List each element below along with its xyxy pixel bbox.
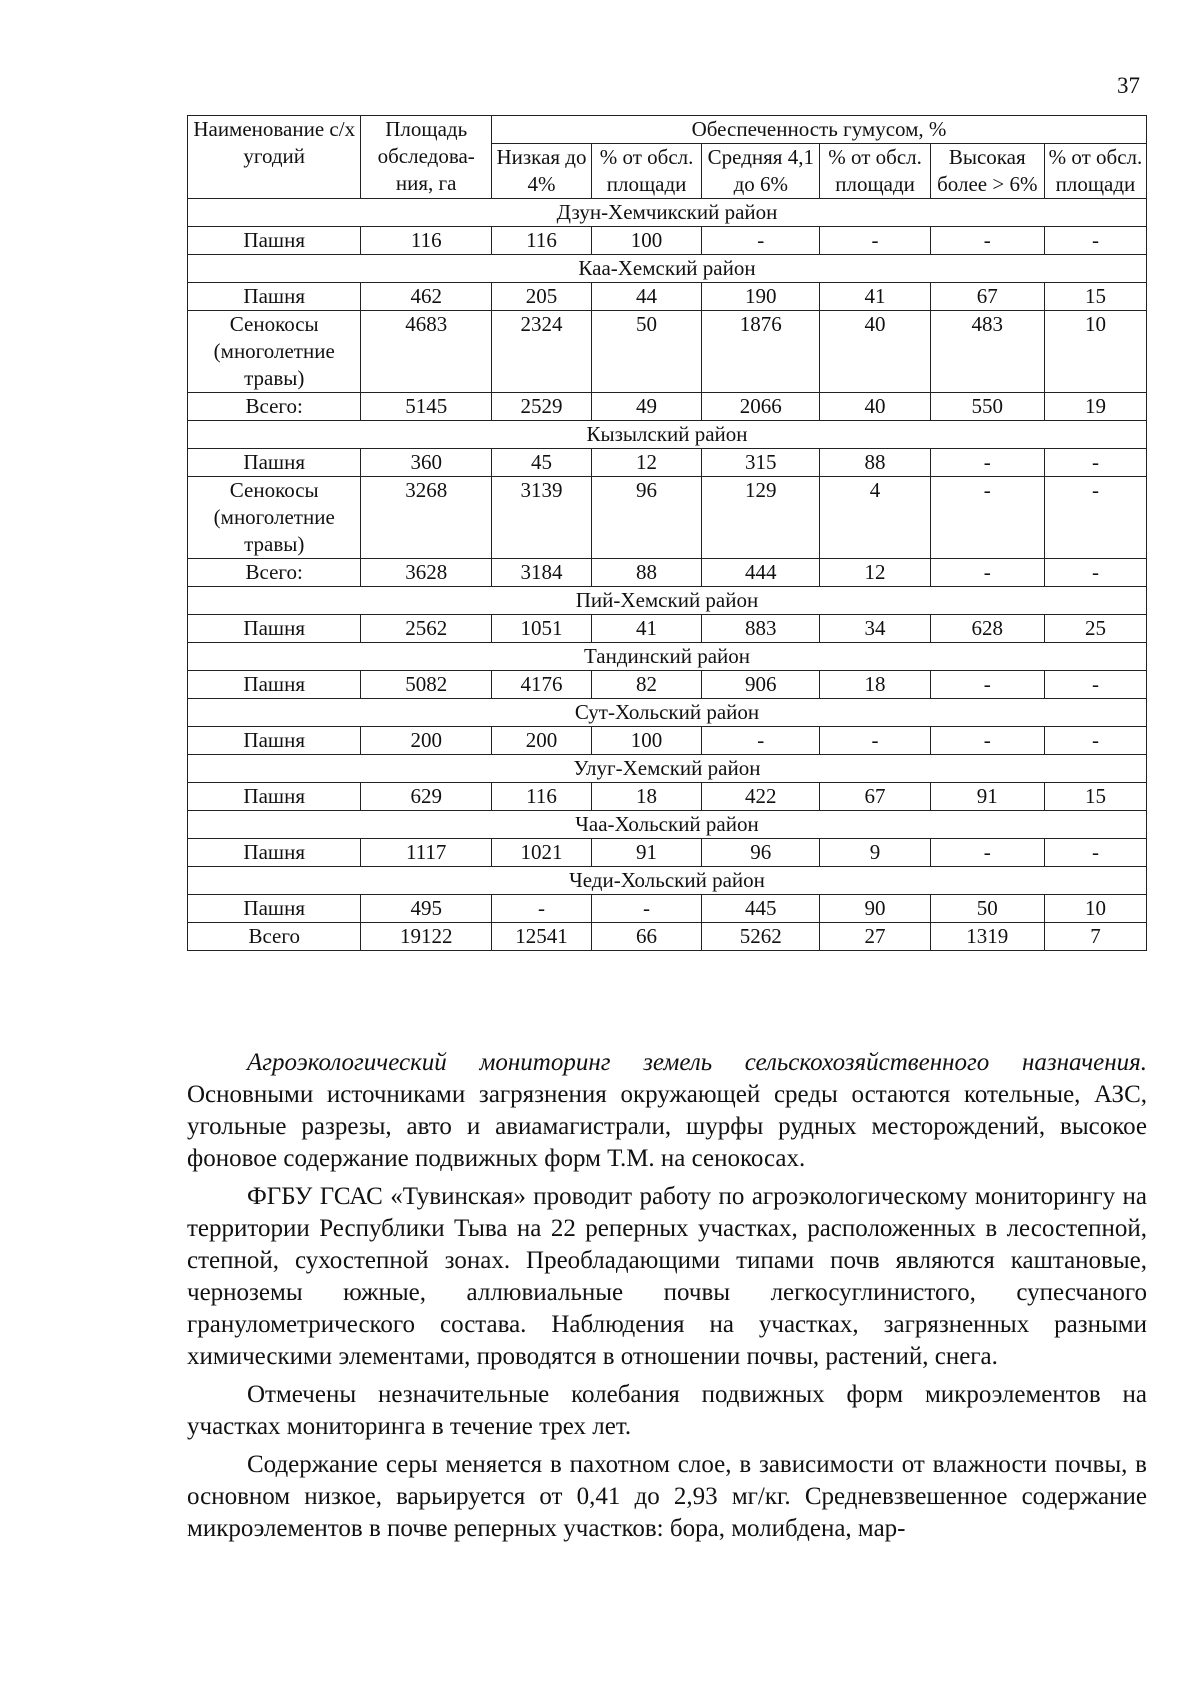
- value-cell: 116: [492, 227, 592, 255]
- header-mid: Средняя 4,1 до 6%: [702, 144, 820, 199]
- header-high: Высокая более > 6%: [930, 144, 1044, 199]
- land-type-cell: Пашня: [188, 839, 361, 867]
- value-cell: 96: [702, 839, 820, 867]
- table-row: [188, 671, 1147, 699]
- district-name: Тандинский район: [188, 643, 1147, 671]
- land-type-cell: Сенокосы (многолетние травы): [188, 477, 361, 559]
- land-type-cell: Пашня: [188, 449, 361, 477]
- value-cell: 96: [591, 477, 701, 559]
- value-cell: 15: [1044, 783, 1146, 811]
- value-cell: 41: [820, 283, 930, 311]
- value-cell: -: [1044, 839, 1146, 867]
- district-name: Пий-Хемский район: [188, 587, 1147, 615]
- header-low: Низкая до 4%: [492, 144, 592, 199]
- value-cell: 883: [702, 615, 820, 643]
- value-cell: 40: [820, 393, 930, 421]
- value-cell: 3628: [361, 559, 492, 587]
- table-row: [188, 615, 1147, 643]
- value-cell: 12: [820, 559, 930, 587]
- district-name: Чеди-Хольский район: [188, 867, 1147, 895]
- value-cell: 116: [361, 227, 492, 255]
- table-row: [188, 559, 1147, 587]
- value-cell: 315: [702, 449, 820, 477]
- value-cell: 41: [591, 615, 701, 643]
- value-cell: 4176: [492, 671, 592, 699]
- value-cell: -: [930, 727, 1044, 755]
- header-area: Площадь обследова-ния, га: [361, 116, 492, 199]
- district-row: [188, 587, 1147, 615]
- district-row: [188, 755, 1147, 783]
- table-row: [188, 923, 1147, 951]
- value-cell: -: [702, 727, 820, 755]
- table-row: [188, 783, 1147, 811]
- district-row: [188, 867, 1147, 895]
- value-cell: 34: [820, 615, 930, 643]
- value-cell: -: [702, 227, 820, 255]
- table-row: [188, 895, 1147, 923]
- value-cell: 40: [820, 311, 930, 393]
- district-row: [188, 255, 1147, 283]
- table-row: [188, 449, 1147, 477]
- humus-table: [187, 115, 1147, 951]
- value-cell: 88: [591, 559, 701, 587]
- value-cell: 12: [591, 449, 701, 477]
- district-row: [188, 199, 1147, 227]
- value-cell: 445: [702, 895, 820, 923]
- header-high-pct: % от обсл. площади: [1044, 144, 1146, 199]
- land-type-cell: Пашня: [188, 615, 361, 643]
- header-low-pct: % от обсл. площади: [591, 144, 701, 199]
- value-cell: 7: [1044, 923, 1146, 951]
- value-cell: 15: [1044, 283, 1146, 311]
- district-name: Чаа-Хольский район: [188, 811, 1147, 839]
- value-cell: 1319: [930, 923, 1044, 951]
- paragraph-1: [187, 1047, 1147, 1175]
- value-cell: 2529: [492, 393, 592, 421]
- value-cell: -: [930, 839, 1044, 867]
- land-type-cell: Пашня: [188, 895, 361, 923]
- value-cell: 44: [591, 283, 701, 311]
- value-cell: 200: [492, 727, 592, 755]
- value-cell: -: [591, 895, 701, 923]
- value-cell: -: [820, 727, 930, 755]
- value-cell: -: [930, 227, 1044, 255]
- land-type-cell: Всего:: [188, 559, 361, 587]
- district-name: Кызылский район: [188, 421, 1147, 449]
- land-type-cell: Всего: [188, 923, 361, 951]
- page-number: 37: [1117, 73, 1140, 98]
- value-cell: -: [930, 477, 1044, 559]
- value-cell: 100: [591, 227, 701, 255]
- value-cell: 10: [1044, 311, 1146, 393]
- value-cell: 906: [702, 671, 820, 699]
- value-cell: 629: [361, 783, 492, 811]
- table-row: [188, 283, 1147, 311]
- value-cell: 5262: [702, 923, 820, 951]
- value-cell: -: [1044, 227, 1146, 255]
- table-row: [188, 227, 1147, 255]
- value-cell: 628: [930, 615, 1044, 643]
- value-cell: -: [930, 671, 1044, 699]
- value-cell: -: [1044, 671, 1146, 699]
- table-row: [188, 393, 1147, 421]
- value-cell: -: [1044, 727, 1146, 755]
- value-cell: 360: [361, 449, 492, 477]
- value-cell: 1021: [492, 839, 592, 867]
- value-cell: 3139: [492, 477, 592, 559]
- table-row: [188, 477, 1147, 559]
- value-cell: 1876: [702, 311, 820, 393]
- district-name: Улуг-Хемский район: [188, 755, 1147, 783]
- land-type-cell: Пашня: [188, 283, 361, 311]
- value-cell: 9: [820, 839, 930, 867]
- value-cell: 91: [591, 839, 701, 867]
- district-row: [188, 643, 1147, 671]
- value-cell: 5082: [361, 671, 492, 699]
- value-cell: -: [1044, 559, 1146, 587]
- value-cell: -: [1044, 477, 1146, 559]
- table-row: [188, 311, 1147, 393]
- value-cell: 91: [930, 783, 1044, 811]
- value-cell: 495: [361, 895, 492, 923]
- value-cell: 2562: [361, 615, 492, 643]
- value-cell: 116: [492, 783, 592, 811]
- value-cell: 19: [1044, 393, 1146, 421]
- district-row: [188, 811, 1147, 839]
- paragraph-2: ФГБУ ГСАС «Тувинская» проводит работу по агроэкологическому мониторингу на территории Республики Тыва на 22 реперных участках, расположенных в лесостепной, степной, сухостепной зонах. Преобладающими типами почв являются каштановые, черноземы южные, аллювиальные почвы легкосуглинистого, супесчаного гранулометрического состава. Наблюдения на участках, загрязненных разными химическими элементами, проводятся в отношении почвы, растений, снега.: [187, 1183, 1147, 1370]
- value-cell: 10: [1044, 895, 1146, 923]
- value-cell: 444: [702, 559, 820, 587]
- paragraph-3: Отмечены незначительные колебания подвижных форм микроэлементов на участках мониторинга в течение трех лет.: [187, 1381, 1147, 1440]
- value-cell: 45: [492, 449, 592, 477]
- value-cell: 50: [591, 311, 701, 393]
- table-body: [188, 199, 1147, 951]
- header-name: Наименование с/х угодий: [188, 116, 361, 199]
- table-row: [188, 839, 1147, 867]
- value-cell: 2066: [702, 393, 820, 421]
- value-cell: 3184: [492, 559, 592, 587]
- value-cell: 27: [820, 923, 930, 951]
- value-cell: 12541: [492, 923, 592, 951]
- value-cell: 67: [820, 783, 930, 811]
- header-mid-pct: % от обсл. площади: [820, 144, 930, 199]
- district-name: Сут-Хольский район: [188, 699, 1147, 727]
- value-cell: 88: [820, 449, 930, 477]
- district-row: [188, 699, 1147, 727]
- value-cell: 1051: [492, 615, 592, 643]
- value-cell: 422: [702, 783, 820, 811]
- paragraph-1-heading: Агроэкологический мониторинг земель сельскохозяйственного назначения.: [247, 1049, 1147, 1076]
- value-cell: -: [930, 559, 1044, 587]
- paragraph-4: Содержание серы меняется в пахотном слое, в зависимости от влажности почвы, в основном низкое, варьируется от 0,41 до 2,93 мг/кг. Средневзвешенное содержание микроэлементов в почве реперных участков: бора, молибдена, мар-: [187, 1451, 1147, 1542]
- value-cell: 4683: [361, 311, 492, 393]
- value-cell: 129: [702, 477, 820, 559]
- value-cell: 49: [591, 393, 701, 421]
- value-cell: 18: [820, 671, 930, 699]
- value-cell: 205: [492, 283, 592, 311]
- value-cell: 100: [591, 727, 701, 755]
- body-text: [187, 1047, 1147, 1551]
- land-type-cell: Пашня: [188, 727, 361, 755]
- district-name: Дзун-Хемчикский район: [188, 199, 1147, 227]
- value-cell: 1117: [361, 839, 492, 867]
- value-cell: -: [1044, 449, 1146, 477]
- land-type-cell: Пашня: [188, 671, 361, 699]
- land-type-cell: Всего:: [188, 393, 361, 421]
- value-cell: 550: [930, 393, 1044, 421]
- value-cell: 190: [702, 283, 820, 311]
- header-humus-group: Обеспеченность гумусом, %: [492, 116, 1147, 144]
- paragraph-1-text: Основными источниками загрязнения окружающей среды остаются котельные, АЗС, угольные разрезы, авто и авиамагистрали, шурфы рудных месторождений, высокое фоновое содержание подвижных форм Т.М. на сенокосах.: [187, 1081, 1147, 1172]
- value-cell: 462: [361, 283, 492, 311]
- value-cell: 4: [820, 477, 930, 559]
- land-type-cell: Пашня: [188, 783, 361, 811]
- district-row: [188, 421, 1147, 449]
- district-name: Каа-Хемский район: [188, 255, 1147, 283]
- value-cell: 200: [361, 727, 492, 755]
- value-cell: 18: [591, 783, 701, 811]
- value-cell: 2324: [492, 311, 592, 393]
- value-cell: -: [820, 227, 930, 255]
- table-row: [188, 727, 1147, 755]
- land-type-cell: Сенокосы (многолетние травы): [188, 311, 361, 393]
- value-cell: 483: [930, 311, 1044, 393]
- land-type-cell: Пашня: [188, 227, 361, 255]
- value-cell: -: [492, 895, 592, 923]
- value-cell: 90: [820, 895, 930, 923]
- value-cell: 50: [930, 895, 1044, 923]
- value-cell: 5145: [361, 393, 492, 421]
- value-cell: 25: [1044, 615, 1146, 643]
- value-cell: 66: [591, 923, 701, 951]
- value-cell: 67: [930, 283, 1044, 311]
- value-cell: -: [930, 449, 1044, 477]
- value-cell: 19122: [361, 923, 492, 951]
- value-cell: 3268: [361, 477, 492, 559]
- value-cell: 82: [591, 671, 701, 699]
